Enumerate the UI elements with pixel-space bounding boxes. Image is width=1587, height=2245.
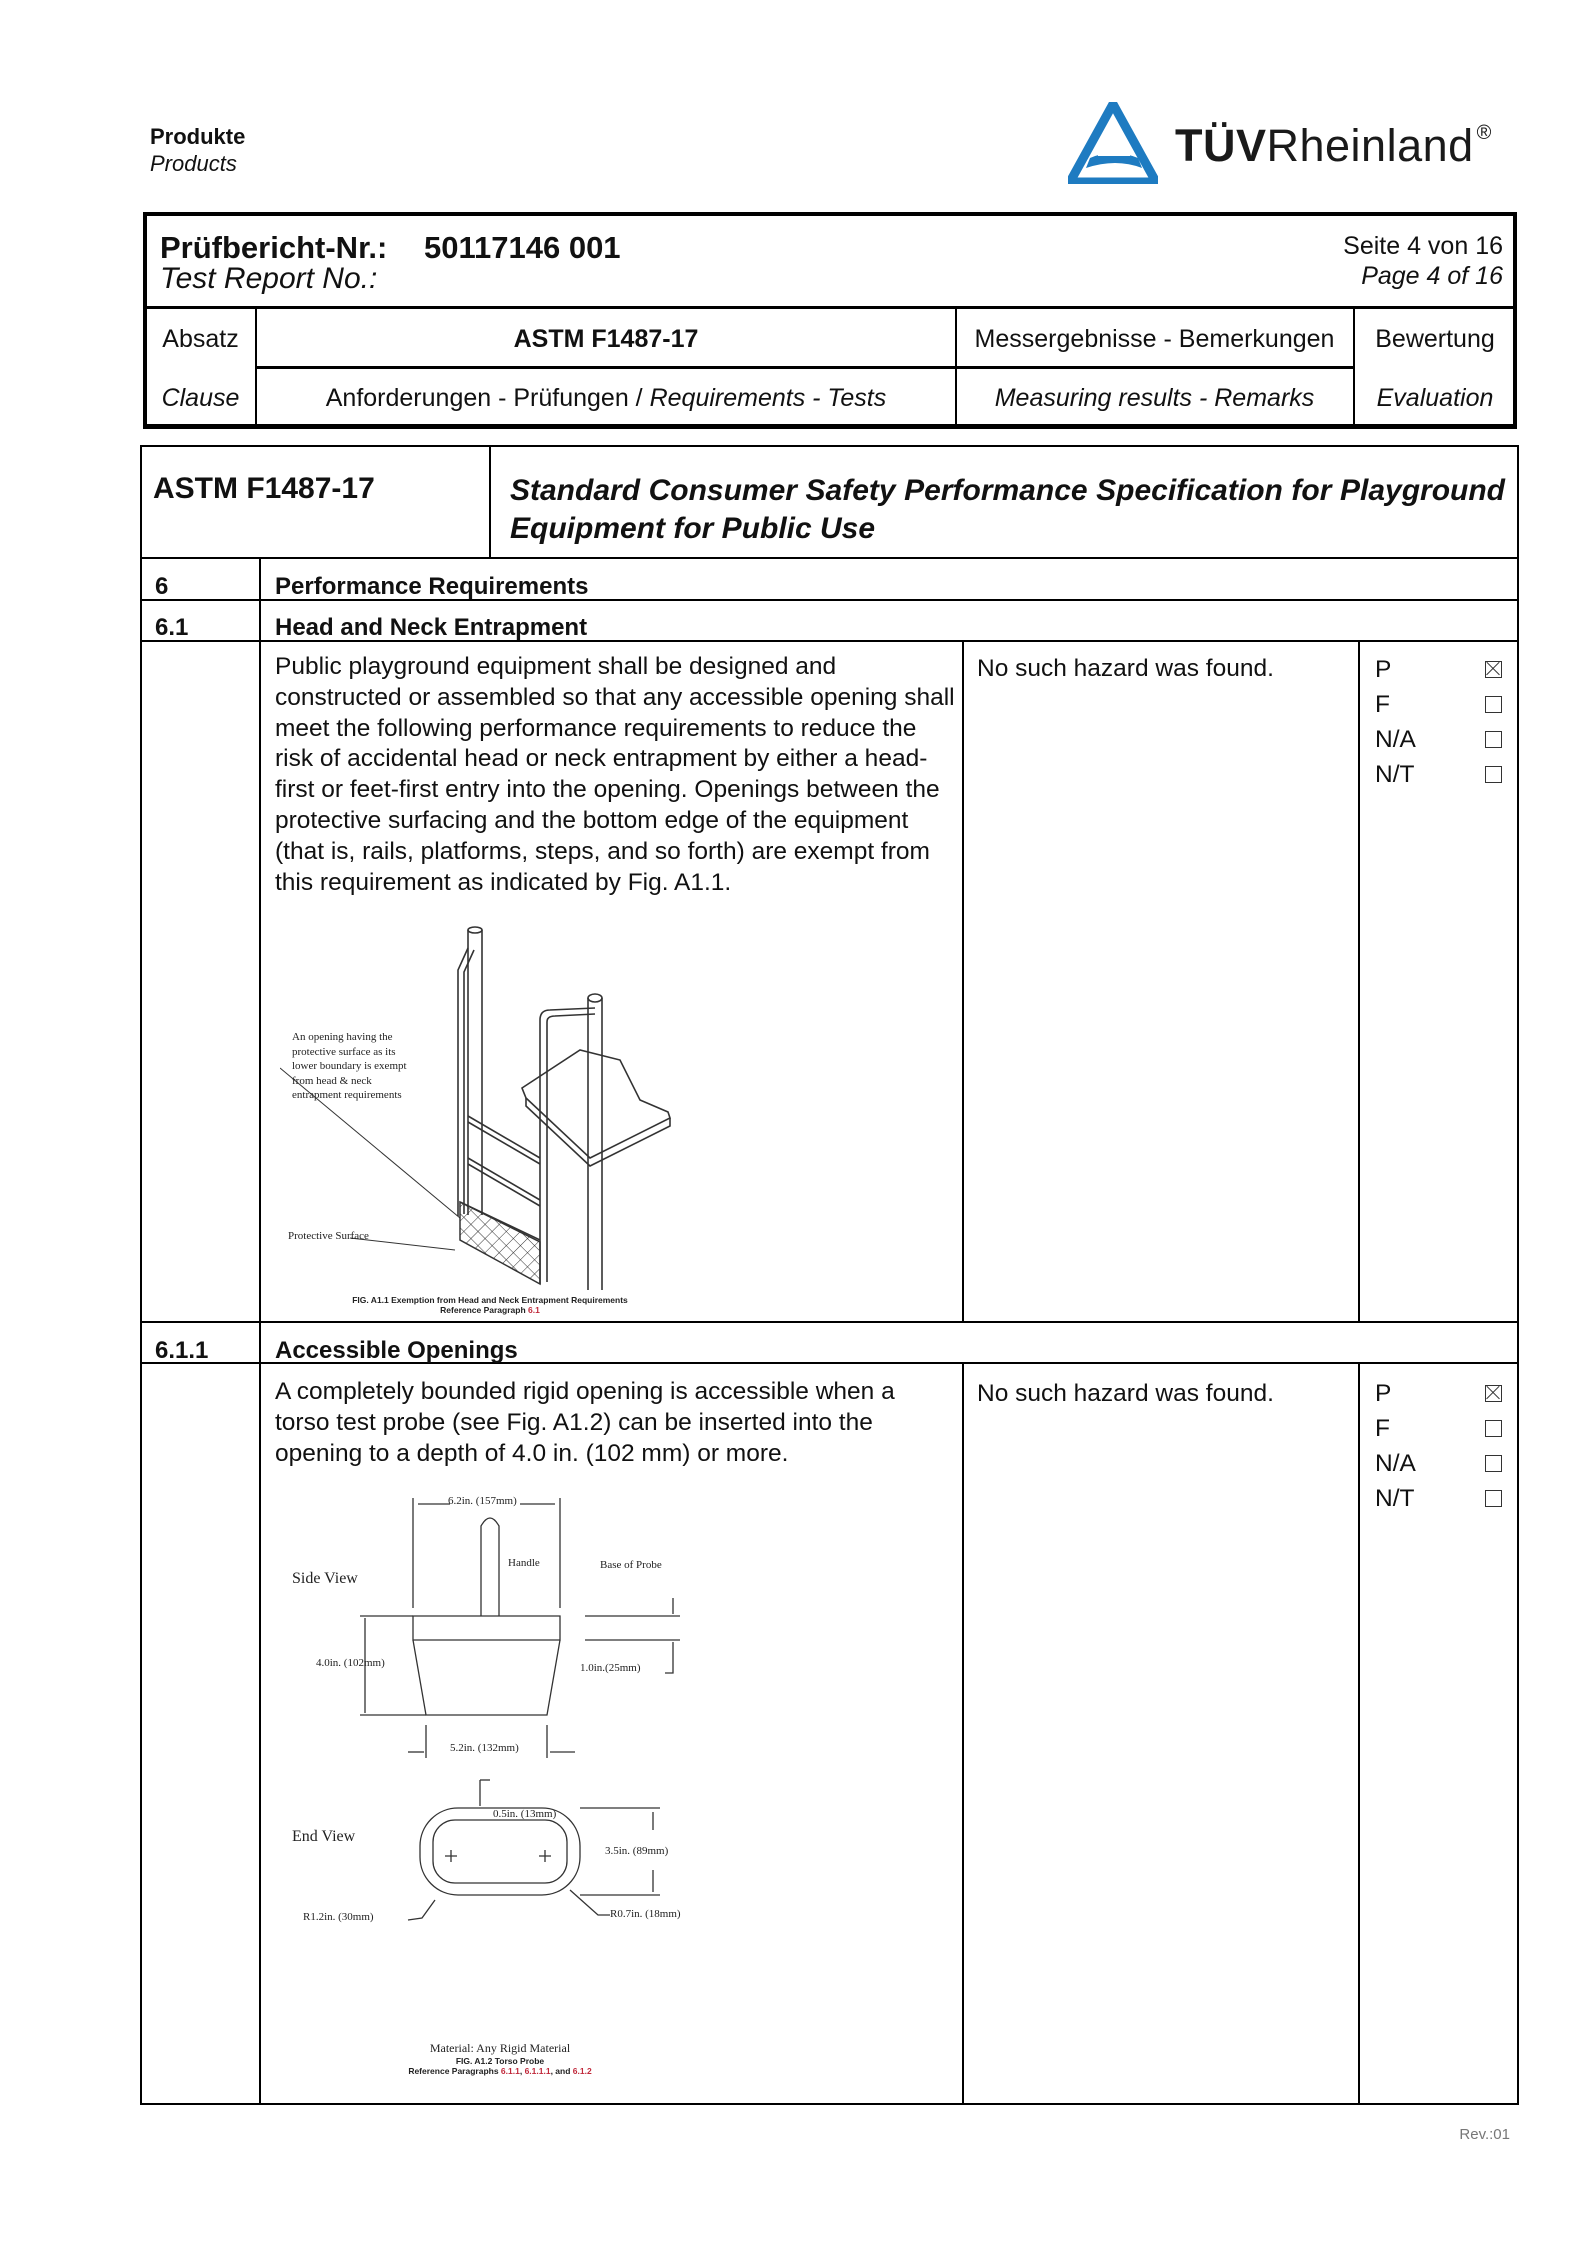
standard-code: ASTM F1487-17 (153, 472, 375, 505)
col-evaluation-en: Evaluation (1376, 384, 1494, 412)
col-results-de: Messergebnisse - Bemerkungen (974, 325, 1335, 353)
checkbox-empty-icon (1485, 696, 1502, 713)
figure-a1-1-caption: FIG. A1.1 Exemption from Head and Neck Entrapment Requirements Reference Paragraph 6.1 (352, 1295, 628, 1315)
dim-bottom: 5.2in. (132mm) (450, 1742, 519, 1754)
eval-option-na[interactable]: N/A (1375, 1446, 1505, 1481)
report-no-label-de: Prüfbericht-Nr.: (160, 230, 388, 265)
checkbox-empty-icon (1485, 1490, 1502, 1507)
evaluation-6-1 (1375, 652, 1505, 792)
eval-option-nt[interactable]: N/T (1375, 757, 1505, 792)
base-of-probe-label: Base of Probe (600, 1559, 662, 1571)
checkbox-checked-icon (1485, 1385, 1502, 1402)
col-evaluation-de: Bewertung (1375, 325, 1495, 353)
clause-6-1: 6.1 (155, 614, 189, 641)
section-title-6-1: Head and Neck Entrapment (275, 614, 588, 641)
eval-option-p[interactable]: P (1375, 652, 1505, 687)
handle-label: Handle (508, 1557, 540, 1569)
end-view-label: End View (292, 1828, 356, 1845)
section-title-6: Performance Requirements (275, 573, 589, 600)
col-results-en: Measuring results - Remarks (994, 384, 1315, 412)
page-number-en: Page 4 of 16 (1361, 262, 1503, 290)
eval-option-na[interactable]: N/A (1375, 722, 1505, 757)
report-number: 50117146 001 (424, 230, 621, 265)
tuv-logo-text: TÜVRheinland ® (1175, 120, 1492, 171)
radius-outer: R1.2in. (30mm) (303, 1911, 374, 1923)
remark-6-1-1: No such hazard was found. (977, 1380, 1274, 1407)
checkbox-checked-icon (1485, 661, 1502, 678)
figure-a1-2 (280, 1490, 720, 2100)
col-clause-en: Clause (161, 384, 240, 412)
dim-wall: 0.5in. (13mm) (493, 1808, 557, 1820)
eval-option-f[interactable]: F (1375, 1411, 1505, 1446)
standard-title: Standard Consumer Safety Performance Specification for Playground Equipment for Public Use (510, 474, 1505, 545)
dim-top: 6.2in. (157mm) (448, 1495, 517, 1507)
material-label: Material: Any Rigid Material (429, 2041, 571, 2055)
protective-surface-label: Protective Surface (288, 1230, 369, 1242)
eval-option-p[interactable]: P (1375, 1376, 1505, 1411)
col-standard: ASTM F1487-17 (513, 325, 699, 353)
requirement-text-6-1-1: A completely bounded rigid opening is accessible when a torso test probe (see Fig. A1.2) can be inserted into the opening to a depth of 4.0 in. (102 mm) or more. (275, 1378, 895, 1467)
col-clause-de: Absatz (162, 325, 239, 353)
requirement-text-6-1: Public playground equipment shall be designed and constructed or assembled so that any accessible opening shall meet the following performance requirements to reduce the risk of accidental head or neck entrapment by either a head-first or feet-first entry into the opening. Openings between the protective surfacing and the bottom edge of the equipment (that is, rails, platforms, steps, and so forth) are exempt from this requirement as indicated by Fig. A1.1. (275, 653, 955, 896)
checkbox-empty-icon (1485, 731, 1502, 748)
category-de: Produkte (150, 124, 246, 149)
dim-height: 4.0in. (102mm) (316, 1657, 385, 1669)
side-view-label: Side View (292, 1570, 358, 1587)
checkbox-empty-icon (1485, 766, 1502, 783)
dim-base: 1.0in.(25mm) (580, 1662, 641, 1674)
checkbox-empty-icon (1485, 1455, 1502, 1472)
eval-option-nt[interactable]: N/T (1375, 1481, 1505, 1516)
col-requirements: Anforderungen - Prüfungen / Requirements - Tests (325, 384, 887, 412)
evaluation-6-1-1 (1375, 1376, 1505, 1516)
revision-label: Rev.:01 (1459, 2126, 1510, 2143)
dim-end-height: 3.5in. (89mm) (605, 1845, 669, 1857)
figure-a1-2-caption: FIG. A1.2 Torso Probe Reference Paragraphs 6.1.1, 6.1.1.1, and 6.1.2 (408, 2056, 592, 2076)
figure-a1-1 (280, 920, 700, 1315)
remark-6-1: No such hazard was found. (977, 655, 1274, 682)
radius-inner: R0.7in. (18mm) (610, 1908, 681, 1920)
eval-option-f[interactable]: F (1375, 687, 1505, 722)
checkbox-empty-icon (1485, 1420, 1502, 1437)
page-number-de: Seite 4 von 16 (1343, 232, 1503, 260)
section-title-6-1-1: Accessible Openings (275, 1337, 518, 1364)
clause-6-1-1: 6.1.1 (155, 1337, 209, 1364)
category-en: Products (150, 151, 237, 176)
clause-6: 6 (155, 573, 169, 600)
report-no-label-en: Test Report No.: (160, 262, 378, 295)
figure-note: An opening having the protective surface as its lower boundary is exempt from head & neck entrapment requirements (292, 1031, 407, 1101)
tuv-triangle-logo-icon (1068, 102, 1158, 184)
